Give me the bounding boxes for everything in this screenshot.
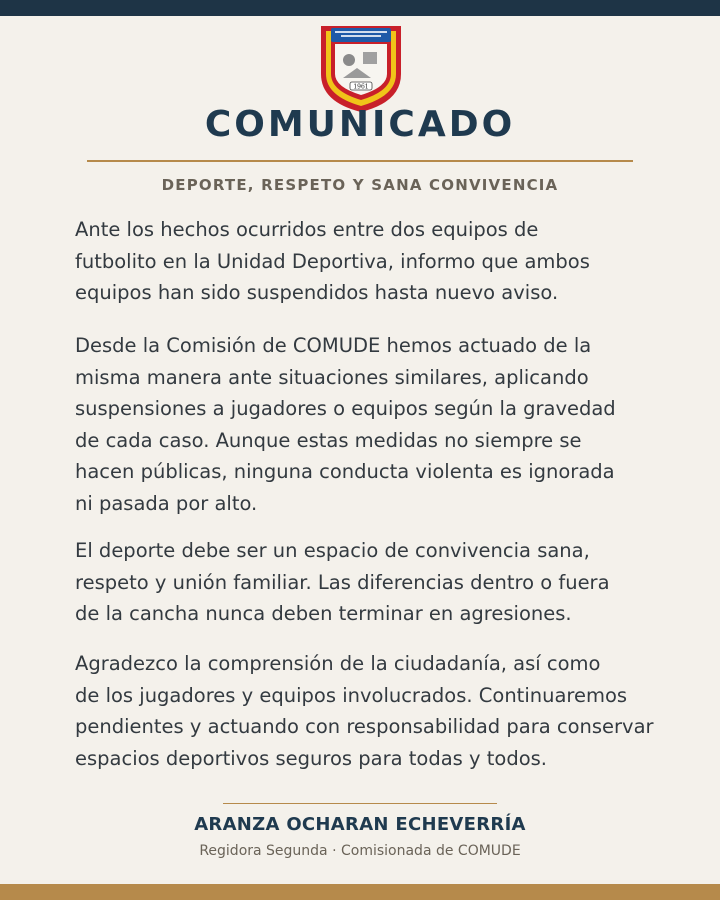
text-line: ni pasada por alto. bbox=[75, 491, 258, 515]
text-line: Agradezco la comprensión de la ciudadanía, así como bbox=[75, 652, 601, 675]
text-line: espacios deportivos seguros para todas y todos. bbox=[75, 746, 548, 770]
text-line: de cada caso. Aunque estas medidas no siempre se bbox=[75, 428, 582, 452]
paragraph-commission-actions bbox=[75, 330, 715, 519]
signer-role: Regidora Segunda · Comisionada de COMUDE bbox=[199, 843, 521, 859]
municipal-crest-icon bbox=[317, 22, 405, 114]
text-line: hacen públicas, ninguna conducta violenta es ignorada bbox=[75, 460, 615, 483]
top-color-band bbox=[0, 0, 720, 16]
paragraph-suspension bbox=[75, 214, 715, 309]
text-line: suspensiones a jugadores o equipos según la gravedad bbox=[75, 397, 616, 420]
text-line: de los jugadores y equipos involucrados. Continuaremos bbox=[75, 683, 628, 707]
signature-divider bbox=[223, 803, 497, 804]
text-line: equipos han sido suspendidos hasta nuevo aviso. bbox=[75, 281, 559, 304]
signer-name: ARANZA OCHARAN ECHEVERRÍA bbox=[194, 814, 526, 835]
text-line: pendientes y actuando con responsabilidad para conservar bbox=[75, 715, 654, 738]
text-line: misma manera ante situaciones similares, aplicando bbox=[75, 365, 589, 389]
paragraph-thanks bbox=[75, 648, 715, 774]
text-line: Ante los hechos ocurridos entre dos equipos de bbox=[75, 218, 539, 241]
text-line: de la cancha nunca deben terminar en agresiones. bbox=[75, 602, 572, 625]
title-divider bbox=[87, 160, 633, 162]
page-subtitle: DEPORTE, RESPETO Y SANA CONVIVENCIA bbox=[161, 176, 559, 194]
text-line: futbolito en la Unidad Deportiva, informo que ambos bbox=[75, 249, 590, 273]
text-line: El deporte debe ser un espacio de convivencia sana, bbox=[75, 539, 590, 562]
paragraph-sport-values bbox=[75, 535, 715, 630]
text-line: Desde la Comisión de COMUDE hemos actuado de la bbox=[75, 334, 592, 357]
page-title: COMUNICADO bbox=[204, 104, 516, 145]
crest-year: 1961 bbox=[353, 83, 369, 91]
text-line: respeto y unión familiar. Las diferencias dentro o fuera bbox=[75, 570, 610, 594]
bottom-color-band bbox=[0, 884, 720, 900]
